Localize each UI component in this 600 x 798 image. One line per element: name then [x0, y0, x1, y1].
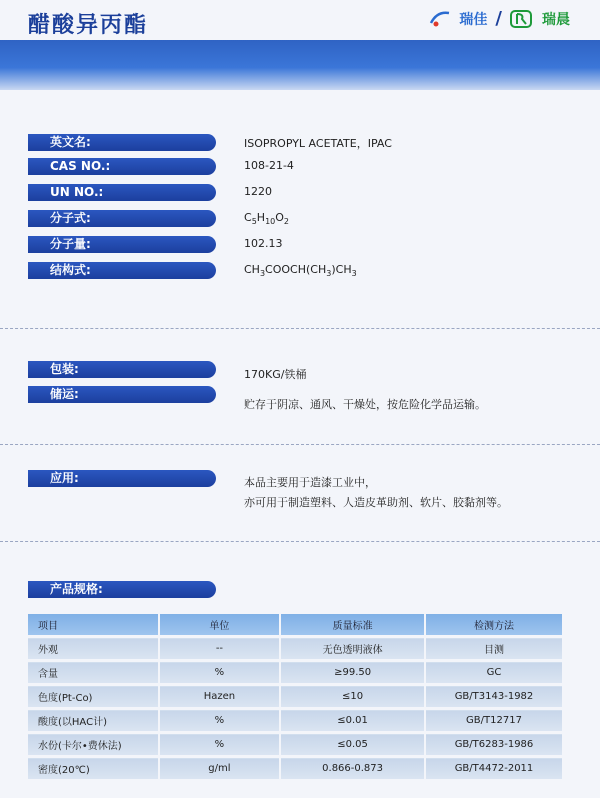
cell-standard: ≥99.50: [280, 661, 425, 685]
label-packaging: 包装:: [28, 361, 216, 378]
spec-table-header-row: [28, 614, 563, 637]
page-title: 醋酸异丙酯: [28, 13, 149, 38]
col-header-method: 检测方法: [425, 614, 563, 637]
value-cas-no: 108-21-4: [244, 159, 294, 172]
cell-unit: %: [159, 709, 281, 733]
value-molecular-weight: 102.13: [244, 237, 283, 250]
ruijia-logo-icon: [427, 9, 453, 29]
value-structural-formula: $CH_3COOCH(CH_3)CH_3$: [244, 263, 357, 279]
table-row: [28, 757, 563, 781]
label-product-spec: 产品规格:: [28, 581, 216, 598]
value-application-line1: 本品主要用于造漆工业中，: [244, 476, 376, 489]
label-molecular-formula: 分子式:: [28, 210, 216, 227]
col-header-standard: 质量标准: [280, 614, 425, 637]
label-un-no: UN NO.:: [28, 184, 216, 201]
label-structural-formula: 结构式:: [28, 262, 216, 279]
section-divider: [0, 328, 600, 329]
cell-item: 水份(卡尔•费休法): [28, 733, 159, 757]
table-row: [28, 685, 563, 709]
cell-unit: %: [159, 733, 281, 757]
cell-method: GC: [425, 661, 563, 685]
value-storage: 贮存于阴凉、通风、干燥处，按危险化学品运输。: [244, 398, 486, 411]
ruijia-logo-text: 瑞佳: [459, 11, 488, 28]
table-row: [28, 709, 563, 733]
cell-method: GB/T3143-1982: [425, 685, 563, 709]
cell-item: 酸度(以HAC计): [28, 709, 159, 733]
section-divider: [0, 541, 600, 542]
header-banner: [0, 40, 600, 90]
value-application-line2: 亦可用于制造塑料、人造皮革助剂、软片、胶黏剂等。: [244, 496, 508, 509]
cell-unit: --: [159, 637, 281, 661]
cell-unit: Hazen: [159, 685, 281, 709]
cell-standard: 无色透明液体: [280, 637, 425, 661]
col-header-unit: 单位: [159, 614, 281, 637]
label-molecular-weight: 分子量:: [28, 236, 216, 253]
value-english-name: ISOPROPYL ACETATE，IPAC: [244, 137, 392, 150]
cell-standard: ≤0.05: [280, 733, 425, 757]
cell-item: 含量: [28, 661, 159, 685]
cell-unit: g/ml: [159, 757, 281, 781]
brand-logos: [427, 8, 570, 29]
cell-standard: ≤0.01: [280, 709, 425, 733]
logo-divider: /: [495, 8, 502, 29]
label-storage: 储运:: [28, 386, 216, 403]
ruichen-logo-text: 瑞晨: [542, 11, 570, 28]
value-packaging: 170KG/铁桶: [244, 368, 307, 381]
cell-method: 目测: [425, 637, 563, 661]
label-english-name: 英文名:: [28, 134, 216, 151]
cell-standard: 0.866-0.873: [280, 757, 425, 781]
cell-standard: ≤10: [280, 685, 425, 709]
value-un-no: 1220: [244, 185, 272, 198]
cell-unit: %: [159, 661, 281, 685]
cell-item: 外观: [28, 637, 159, 661]
spec-table: [28, 614, 564, 782]
label-cas-no: CAS NO.:: [28, 158, 216, 175]
table-row: [28, 637, 563, 661]
col-header-item: 项目: [28, 614, 159, 637]
ruichen-logo-icon: [510, 9, 536, 29]
table-row: [28, 661, 563, 685]
cell-method: GB/T6283-1986: [425, 733, 563, 757]
cell-method: GB/T4472-2011: [425, 757, 563, 781]
cell-method: GB/T12717: [425, 709, 563, 733]
cell-item: 色度(Pt-Co): [28, 685, 159, 709]
section-divider: [0, 444, 600, 445]
label-application: 应用:: [28, 470, 216, 487]
table-row: [28, 733, 563, 757]
cell-item: 密度(20℃): [28, 757, 159, 781]
value-molecular-formula: $C_5H_{10}O_2$: [244, 211, 290, 227]
